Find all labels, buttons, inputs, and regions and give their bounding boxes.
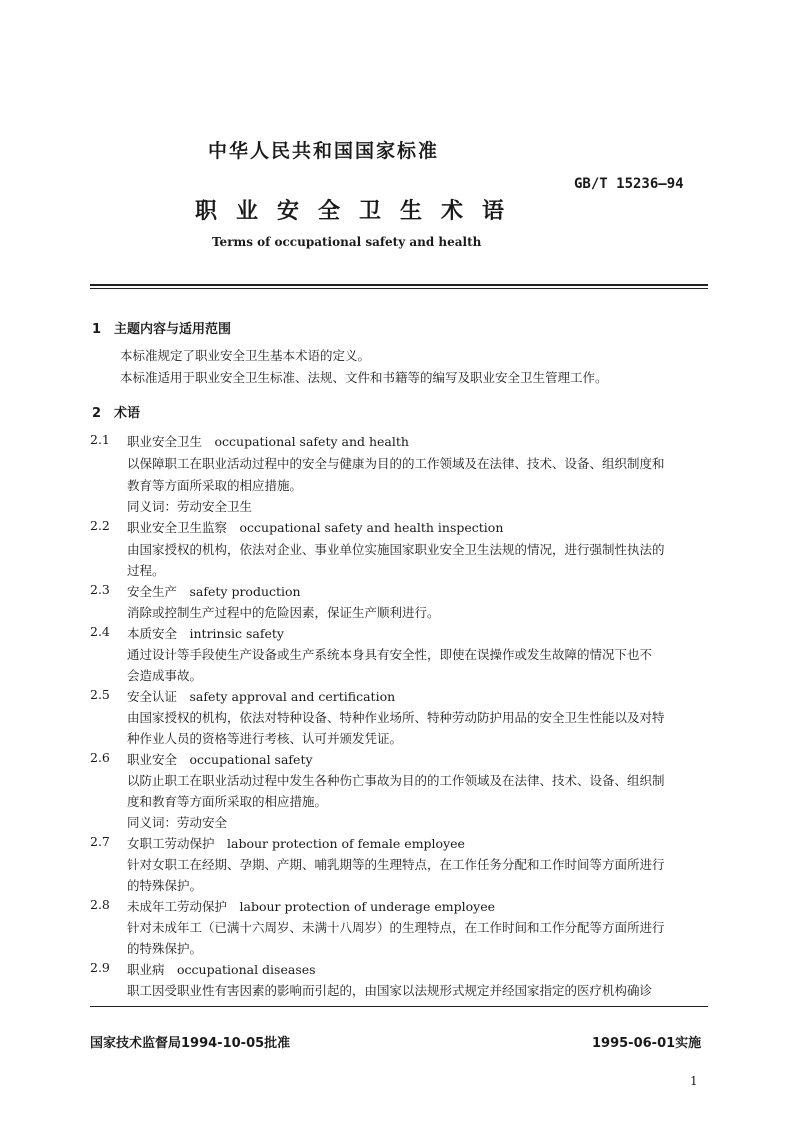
term-definition-line: 度和教育等方面所采取的相应措施。 bbox=[127, 794, 328, 809]
footer-divider bbox=[90, 1006, 708, 1007]
term-definition-line: 由国家授权的机构，依法对特种设备、特种作业场所、特种劳动防护用品的安全卫生性能以及对特 bbox=[127, 710, 665, 725]
term-synonym: 同义词：劳动安全 bbox=[127, 815, 228, 830]
header-divider-bottom bbox=[90, 288, 708, 289]
term-name: 女职工劳动保护 labour protection of female employee bbox=[127, 836, 465, 851]
term-definition-line: 的特殊保护。 bbox=[127, 941, 203, 956]
term-number: 2.1 bbox=[90, 432, 110, 447]
term-definition-line: 职工因受职业性有害因素的影响而引起的，由国家以法规形式规定并经国家指定的医疗机构确诊 bbox=[127, 983, 653, 998]
section-1-heading: 1 主题内容与适用范围 bbox=[92, 322, 232, 337]
term-synonym: 同义词：劳动安全卫生 bbox=[127, 499, 253, 514]
term-name: 未成年工劳动保护 labour protection of underage employee bbox=[127, 899, 496, 914]
section-1-paragraph-1: 本标准规定了职业安全卫生基本术语的定义。 bbox=[120, 348, 371, 363]
term-name: 职业病 occupational diseases bbox=[127, 962, 316, 977]
term-name: 职业安全卫生监察 occupational safety and health inspection bbox=[127, 520, 504, 535]
term-number: 2.8 bbox=[90, 897, 110, 912]
term-number: 2.5 bbox=[90, 687, 110, 702]
approval-date: 国家技术监督局1994-10-05批准 bbox=[90, 1036, 291, 1051]
term-definition-line: 的特殊保护。 bbox=[127, 878, 203, 893]
document-title-en: Terms of occupational safety and health bbox=[212, 235, 482, 249]
term-name: 职业安全卫生 occupational safety and health bbox=[127, 434, 409, 449]
term-number: 2.3 bbox=[90, 582, 110, 597]
term-name: 安全认证 safety approval and certification bbox=[127, 689, 396, 704]
term-definition-line: 以保障职工在职业活动过程中的安全与健康为目的的工作领域及在法律、技术、设备、组织制度和 bbox=[127, 456, 665, 471]
standard-code: GB/T 15236—94 bbox=[574, 176, 684, 192]
term-definition-line: 针对女职工在经期、孕期、产期、哺乳期等的生理特点，在工作任务分配和工作时间等方面所进行 bbox=[127, 857, 665, 872]
term-number: 2.4 bbox=[90, 624, 110, 639]
page-number: 1 bbox=[690, 1074, 698, 1088]
section-1-paragraph-2: 本标准适用于职业安全卫生标准、法规、文件和书籍等的编写及职业安全卫生管理工作。 bbox=[120, 370, 608, 385]
section-2-heading: 2 术语 bbox=[92, 406, 141, 421]
header-divider-top bbox=[90, 284, 708, 286]
term-number: 2.2 bbox=[90, 518, 110, 533]
national-standard-heading: 中华人民共和国国家标准 bbox=[208, 140, 440, 162]
term-number: 2.7 bbox=[90, 834, 110, 849]
term-name: 职业安全 occupational safety bbox=[127, 752, 313, 767]
term-definition-line: 会造成事故。 bbox=[127, 668, 203, 683]
term-definition-line: 以防止职工在职业活动过程中发生各种伤亡事故为目的的工作领域及在法律、技术、设备、组织制 bbox=[127, 773, 665, 788]
term-number: 2.9 bbox=[90, 960, 110, 975]
term-name: 本质安全 intrinsic safety bbox=[127, 626, 284, 641]
effective-date: 1995-06-01实施 bbox=[592, 1036, 702, 1051]
term-definition-line: 针对未成年工（已满十六周岁、未满十八周岁）的生理特点，在工作时间和工作分配等方面所进行 bbox=[127, 920, 665, 935]
term-number: 2.6 bbox=[90, 750, 110, 765]
document-title-cn: 职业安全卫生术语 bbox=[195, 199, 524, 224]
term-definition-line: 教育等方面所采取的相应措施。 bbox=[127, 478, 303, 493]
term-name: 安全生产 safety production bbox=[127, 584, 301, 599]
term-definition-line: 消除或控制生产过程中的危险因素，保证生产顺利进行。 bbox=[127, 605, 440, 620]
term-definition-line: 通过设计等手段使生产设备或生产系统本身具有安全性，即使在误操作或发生故障的情况下也不 bbox=[127, 647, 653, 662]
term-definition-line: 过程。 bbox=[127, 563, 165, 578]
term-definition-line: 由国家授权的机构，依法对企业、事业单位实施国家职业安全卫生法规的情况，进行强制性执法的 bbox=[127, 542, 665, 557]
term-definition-line: 种作业人员的资格等进行考核、认可并颁发凭证。 bbox=[127, 731, 403, 746]
